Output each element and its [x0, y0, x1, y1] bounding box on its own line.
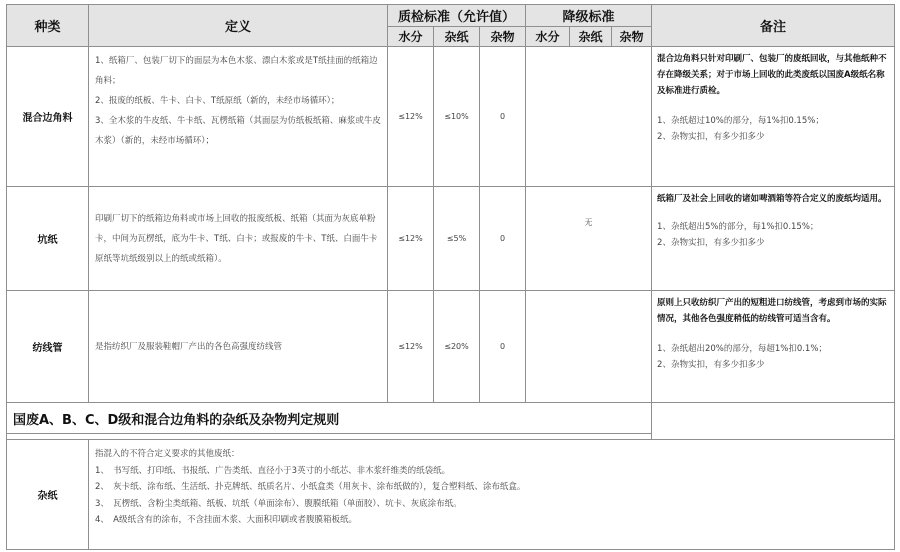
definition-line: 1、纸箱厂、包装厂切下的面层为本色木浆、漂白木浆或是T纸挂面的纸箱边角料； — [95, 56, 378, 86]
definition-cell — [89, 187, 388, 291]
category-cell: 混合边角料 — [7, 47, 89, 187]
qc-moisture-value: ≤12% — [388, 291, 434, 403]
definition-line: 指混入的不符合定义要求的其他废纸： — [95, 449, 240, 459]
qc-impurity-value: 0 — [480, 47, 526, 187]
section-empty-cell — [652, 403, 895, 440]
qc-waste-value: ≤5% — [434, 187, 480, 291]
definition-line: 2、报废的纸板、牛卡、白卡、T纸原纸（新的，未经市场循环）； — [95, 96, 340, 106]
col-header-dg-waste: 杂纸 — [570, 27, 612, 47]
category-cell: 纺线管 — [7, 291, 89, 403]
definition-line: 3、全木浆的牛皮纸、牛卡纸、瓦楞纸箱（其面层为仿纸板纸箱、麻浆或牛皮木浆）（新的，未经市场循环）； — [95, 116, 381, 146]
col-header-downgrade-standard: 降级标准 — [526, 5, 652, 27]
remarks-rule: 2、杂物实扣，有多少扣多少 — [657, 132, 765, 142]
category-cell: 杂纸 — [7, 440, 89, 550]
header-row-1 — [7, 5, 895, 27]
definition-line: 是指纺织厂及服装鞋帽厂产出的各色高强度纺线管 — [95, 341, 283, 352]
table-row — [7, 47, 895, 187]
definition-cell — [89, 291, 388, 403]
remarks-rule: 2、杂物实扣，有多少扣多少 — [657, 238, 765, 248]
col-header-qc-standard: 质检标准（允许值） — [388, 5, 526, 27]
remarks-cell — [652, 187, 895, 291]
col-header-qc-moisture: 水分 — [388, 27, 434, 47]
standards-table — [6, 4, 895, 550]
col-header-dg-moisture: 水分 — [526, 27, 570, 47]
qc-waste-value: ≤10% — [434, 47, 480, 187]
definition-cell — [89, 47, 388, 187]
downgrade-empty-cell — [526, 47, 652, 187]
qc-impurity-value: 0 — [480, 187, 526, 291]
remarks-cell — [652, 47, 895, 187]
downgrade-empty-cell — [526, 291, 652, 403]
remarks-rule: 1、杂纸超出5%的部分，每1%扣0.15%； — [657, 222, 819, 232]
definition-line: 4、 A级纸含有的涂布，不含挂面木浆、大面积印刷或者腹膜箱板纸。 — [95, 515, 357, 525]
col-header-qc-impurity: 杂物 — [480, 27, 526, 47]
qc-moisture-value: ≤12% — [388, 187, 434, 291]
definition-line: 1、 书写纸、打印纸、书报纸、广告类纸、直径小于3英寸的小纸芯、非木浆纤维类的纸袋纸。 — [95, 465, 451, 476]
remarks-rule: 2、杂物实扣，有多少扣多少 — [657, 360, 765, 370]
remarks-bold: 混合边角料只针对印刷厂、包装厂的废纸回收，与其他纸种不存在降级关系；对于市场上回收的此类废纸以国废A级纸名称及标准进行质检。 — [657, 54, 887, 96]
qc-moisture-value: ≤12% — [388, 47, 434, 187]
remarks-bold: 纸箱厂及社会上回收的诸如啤酒箱等符合定义的废纸均适用。 — [657, 194, 887, 204]
section-title: 国废A、B、C、D级和混合边角料的杂纸及杂物判定规则 — [7, 403, 652, 434]
table-row — [7, 440, 895, 550]
waste-paper-definition — [89, 440, 895, 550]
definition-line: 3、 瓦楞纸、含粉尘类纸箱、纸板、坑纸（单面涂布）、腹膜纸箱（单面胶）、坑卡、灰底涂布纸。 — [95, 498, 462, 509]
section-title-row — [7, 403, 895, 434]
table-row — [7, 291, 895, 403]
remarks-rule: 1、杂纸超出20%的部分，每超1%扣0.1%； — [657, 344, 827, 354]
col-header-dg-impurity: 杂物 — [612, 27, 652, 47]
col-header-definition: 定义 — [89, 5, 388, 47]
category-cell: 坑纸 — [7, 187, 89, 291]
remarks-cell — [652, 291, 895, 403]
definition-line: 2、 灰卡纸、涂布纸、生活纸、扑克牌纸、纸质名片、小纸盒类（用灰卡、涂布纸做的），复合塑料纸、涂布纸盒。 — [95, 482, 526, 492]
col-header-qc-waste: 杂纸 — [434, 27, 480, 47]
qc-waste-value: ≤20% — [434, 291, 480, 403]
qc-impurity-value: 0 — [480, 291, 526, 403]
remarks-bold: 原则上只收纺织厂产出的短粗进口纺线管，考虑到市场的实际情况，其他各色强度稍低的纺线管可适当含有。 — [657, 298, 887, 324]
downgrade-value: 无 — [526, 187, 652, 291]
remarks-rule: 1、杂纸超过10%的部分，每1%扣0.15%； — [657, 116, 824, 126]
table-row — [7, 187, 895, 291]
definition-line: 印刷厂切下的纸箱边角料或市场上回收的报废纸板、纸箱（其面为灰底单粉卡，中间为瓦楞纸，底为牛卡、T纸、白卡；或报废的牛卡、T纸、白面牛卡原纸等坑纸级别以上的纸或纸箱）。 — [95, 213, 378, 264]
col-header-remarks: 备注 — [652, 5, 895, 47]
col-header-type: 种类 — [7, 5, 89, 47]
